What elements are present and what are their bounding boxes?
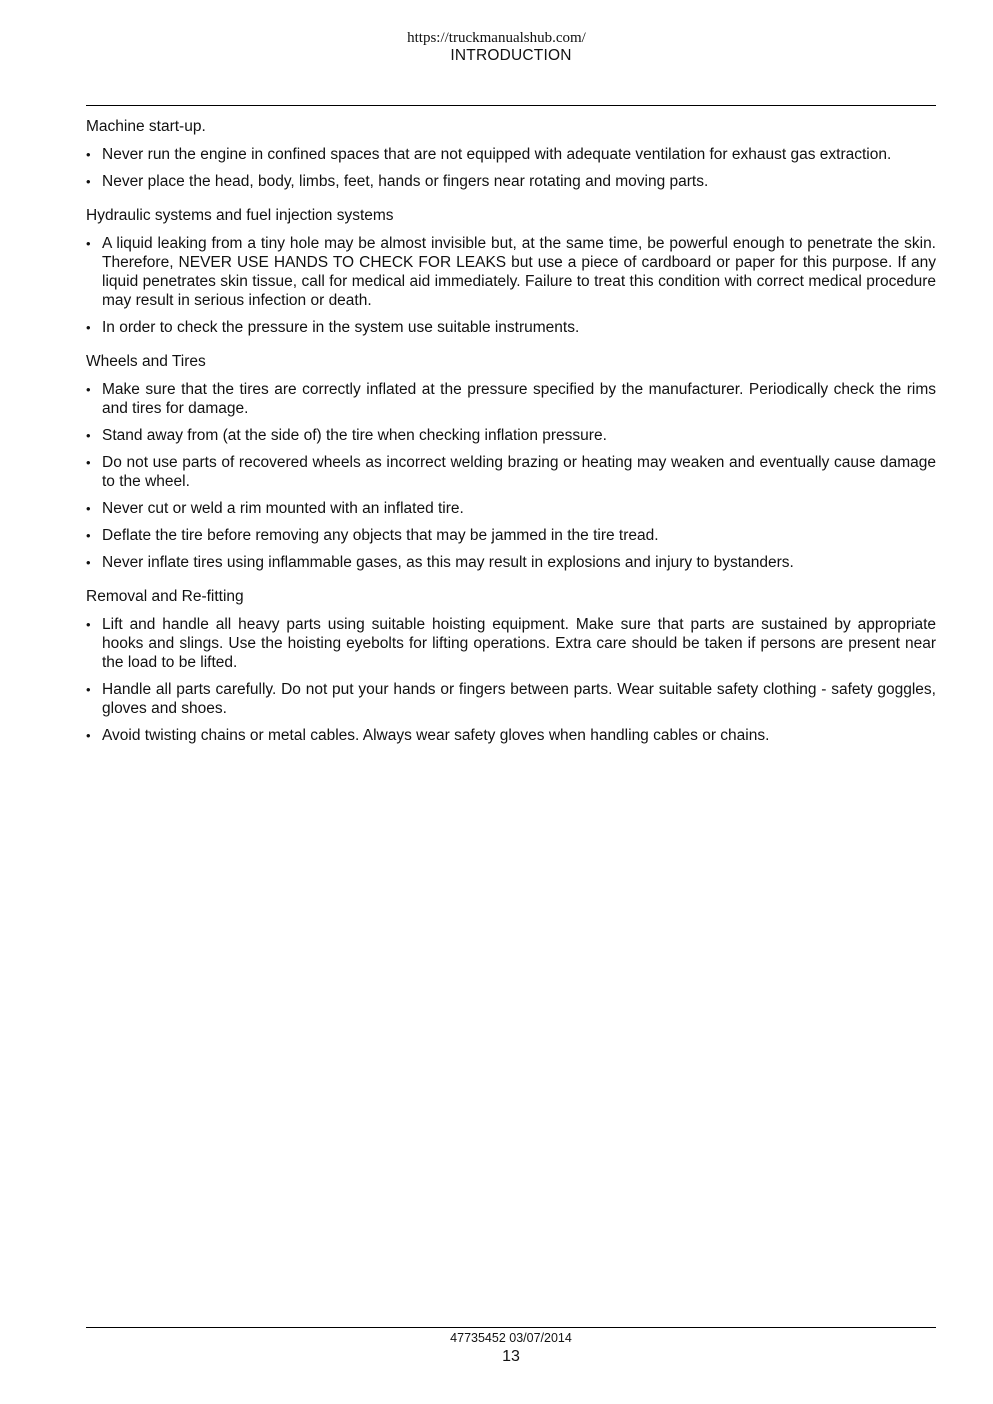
- section: [86, 206, 936, 337]
- bullet-list: [86, 234, 936, 337]
- list-item: [86, 499, 936, 518]
- list-item-text: Never place the head, body, limbs, feet, hands or fingers near rotating and moving parts.: [102, 173, 709, 190]
- bullet-icon: •: [86, 617, 91, 632]
- list-item: [86, 318, 936, 337]
- section-title: Machine start-up.: [86, 118, 206, 135]
- section-title: Hydraulic systems and fuel injection systems: [86, 207, 394, 224]
- list-item: [86, 453, 936, 491]
- bullet-icon: •: [86, 555, 91, 570]
- page-number: 13: [502, 1348, 520, 1365]
- bullet-icon: •: [86, 501, 91, 516]
- list-item-text: Lift and handle all heavy parts using suitable hoisting equipment. Make sure that parts are sustained by appropriate hooks and slings. Use the hoisting eyebolts for lifting operations. Extra care should be taken if persons are present near the load to be lifted.: [102, 616, 936, 671]
- list-item: [86, 172, 936, 191]
- bullet-icon: •: [86, 528, 91, 543]
- header-url: https://truckmanualshub.com/: [407, 30, 586, 46]
- list-item: [86, 526, 936, 545]
- bullet-icon: •: [86, 236, 91, 251]
- bullet-icon: •: [86, 382, 91, 397]
- bullet-icon: •: [86, 320, 91, 335]
- header-divider: [86, 105, 936, 106]
- list-item: [86, 234, 936, 310]
- list-item: [86, 680, 936, 718]
- section: [86, 117, 936, 191]
- section-title: Removal and Re-fitting: [86, 588, 244, 605]
- list-item: [86, 145, 936, 164]
- section: [86, 352, 936, 572]
- list-item: [86, 380, 936, 418]
- list-item-text: In order to check the pressure in the system use suitable instruments.: [102, 319, 580, 336]
- section-title: Wheels and Tires: [86, 353, 206, 370]
- list-item-text: A liquid leaking from a tiny hole may be almost invisible but, at the same time, be powerful enough to penetrate the skin. Therefore, NEVER USE HANDS TO CHECK FOR LEAKS but use a piece of cardboard or paper for this purpose. If any liquid penetrates skin tissue, call for medical aid immediately. Failure to treat this condition with correct medical procedure may result in serious infection or death.: [102, 235, 936, 309]
- list-item: [86, 726, 936, 745]
- section: [86, 587, 936, 745]
- list-item: [86, 426, 936, 445]
- list-item-text: Avoid twisting chains or metal cables. Always wear safety gloves when handling cables or chains.: [102, 727, 770, 744]
- list-item-text: Stand away from (at the side of) the tire when checking inflation pressure.: [102, 427, 607, 444]
- list-item: [86, 553, 936, 572]
- bullet-list: [86, 145, 936, 191]
- bullet-icon: •: [86, 728, 91, 743]
- bullet-icon: •: [86, 428, 91, 443]
- list-item-text: Deflate the tire before removing any objects that may be jammed in the tire tread.: [102, 527, 659, 544]
- bullet-icon: •: [86, 147, 91, 162]
- footer-divider: [86, 1327, 936, 1328]
- list-item: [86, 615, 936, 672]
- list-item-text: Never run the engine in confined spaces that are not equipped with adequate ventilation for exhaust gas extraction.: [102, 146, 892, 163]
- bullet-icon: •: [86, 682, 91, 697]
- page-title: INTRODUCTION: [450, 47, 572, 64]
- footer-document-reference: 47735452 03/07/2014: [450, 1331, 572, 1345]
- list-item-text: Do not use parts of recovered wheels as incorrect welding brazing or heating may weaken and eventually cause damage to the wheel.: [102, 454, 936, 490]
- list-item-text: Never inflate tires using inflammable gases, as this may result in explosions and injury to bystanders.: [102, 554, 794, 571]
- bullet-list: [86, 380, 936, 572]
- bullet-icon: •: [86, 174, 91, 189]
- list-item-text: Handle all parts carefully. Do not put your hands or fingers between parts. Wear suitable safety clothing - safety goggles, gloves and shoes.: [102, 681, 936, 717]
- main-content: [86, 117, 936, 760]
- list-item-text: Never cut or weld a rim mounted with an inflated tire.: [102, 500, 464, 517]
- bullet-icon: •: [86, 455, 91, 470]
- bullet-list: [86, 615, 936, 745]
- list-item-text: Make sure that the tires are correctly inflated at the pressure specified by the manufacturer. Periodically check the rims and tires for damage.: [102, 381, 936, 417]
